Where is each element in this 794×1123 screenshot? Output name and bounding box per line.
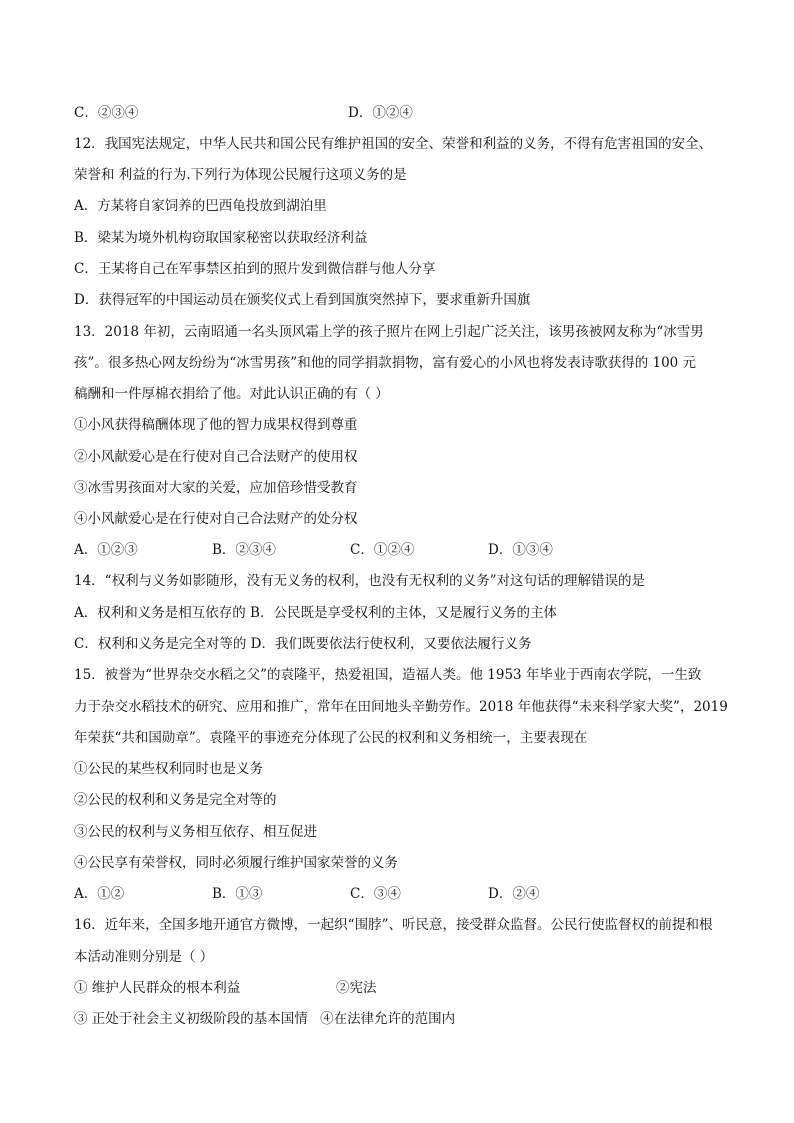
q15-option-d: D．②④: [488, 886, 540, 902]
q14-options-cd: C．权利和义务是完全对等的 D．我们既要依法行使权利，又要依法履行义务: [74, 636, 532, 652]
q15-item-4: ④公民享有荣誉权，同时必须履行维护国家荣誉的义务: [74, 855, 398, 871]
q16-items-12: [74, 978, 734, 998]
q12-stem-line-1: 12．我国宪法规定，中华人民共和国公民有维护祖国的安全、荣誉和利益的义务，不得有危害祖国的安全、: [74, 136, 713, 152]
q13-option-a: A．①②③: [74, 542, 138, 558]
q12-option-a: A．方某将自家饲养的巴西龟投放到湖泊里: [74, 198, 327, 214]
q12-option-c: C．王某将自己在军事禁区拍到的照片发到微信群与他人分享: [74, 261, 436, 277]
q14-options-ab: A．权利和义务是相互依存的 B．公民既是享受权利的主体，又是履行义务的主体: [74, 605, 557, 621]
q13-stem-line-2: 孩”。很多热心网友纷纷为“冰雪男孩”和他的同学捐款捐物，富有爱心的小风也将发表诗歌获得的 100 元: [74, 355, 697, 371]
q15-stem-line-3: 年荣获“共和国勋章”。袁隆平的事迹充分体现了公民的权利和义务相统一，主要表现在: [74, 730, 588, 746]
q12-option-d: D．获得冠军的中国运动员在颁奖仪式上看到国旗突然掉下，要求重新升国旗: [74, 292, 531, 308]
q15-item-1: ①公民的某些权利同时也是义务: [74, 761, 263, 777]
q16-item-1: ① 维护人民群众的根本利益: [74, 980, 241, 996]
q15-item-2: ②公民的权利和义务是完全对等的: [74, 792, 277, 808]
q12-stem-line-2: 荣誉和 利益的行为.下列行为体现公民履行这项义务的是: [74, 167, 407, 183]
q13-option-b: B．②③④: [212, 542, 276, 558]
q12-option-b: B．梁某为境外机构窃取国家秘密以获取经济利益: [74, 230, 368, 246]
q15-option-a: A．①②: [74, 886, 125, 902]
q13-option-d: D．①③④: [488, 542, 553, 558]
q13-item-3: ③冰雪男孩面对大家的关爱，应加倍珍惜受教育: [74, 480, 358, 496]
q15-stem-line-1: 15．被誉为“世界杂交水稻之父”的袁隆平，热爱祖国，造福人类。他 1953 年毕业于西南农学院，一生致: [74, 667, 702, 683]
q13-options: [74, 540, 734, 560]
q13-option-c: C．①②④: [350, 542, 415, 558]
q14-stem: 14．“权利与义务如影随形，没有无义务的权利，也没有无权利的义务”对这句话的理解错误的是: [74, 573, 645, 589]
q15-item-3: ③公民的权利与义务相互依存、相互促进: [74, 824, 317, 840]
q16-item-4: ④在法律允许的范围内: [320, 1011, 456, 1027]
q11-option-d: D．①②④: [348, 105, 413, 121]
q15-options: [74, 884, 734, 904]
q15-stem-line-2: 力于杂交水稻技术的研究、应用和推广，常年在田间地头辛勤劳作。2018 年他获得“未来科学家大奖”，2019: [74, 699, 728, 715]
q13-item-4: ④小风献爱心是在行使对自己合法财产的处分权: [74, 511, 358, 527]
q16-stem-line-1: 16．近年来，全国多地开通官方微博，一起织“围脖”、听民意，接受群众监督。公民行使监督权的前提和根: [74, 917, 713, 933]
q15-option-b: B．①③: [212, 886, 263, 902]
q16-item-3: ③ 正处于社会主义初级阶段的基本国情: [74, 1011, 308, 1027]
q13-stem-line-1: 13．2018 年初，云南昭通一名头顶风霜上学的孩子照片在网上引起广泛关注，该男孩被网友称为“冰雪男: [74, 324, 704, 340]
q13-item-2: ②小风献爱心是在行使对自己合法财产的使用权: [74, 449, 358, 465]
q16-items-34: [74, 1009, 734, 1029]
q11-options-cd: [74, 103, 734, 123]
q16-item-2: ②宪法: [336, 980, 377, 996]
q13-stem-line-3: 稿酬和一件厚棉衣捐给了他。对此认识正确的有（ ）: [74, 386, 389, 402]
q13-item-1: ①小风获得稿酬体现了他的智力成果权得到尊重: [74, 417, 358, 433]
q16-stem-line-2: 本活动准则分别是（ ）: [74, 949, 214, 965]
q11-option-c: C．②③④: [74, 105, 139, 121]
q15-option-c: C．③④: [350, 886, 401, 902]
